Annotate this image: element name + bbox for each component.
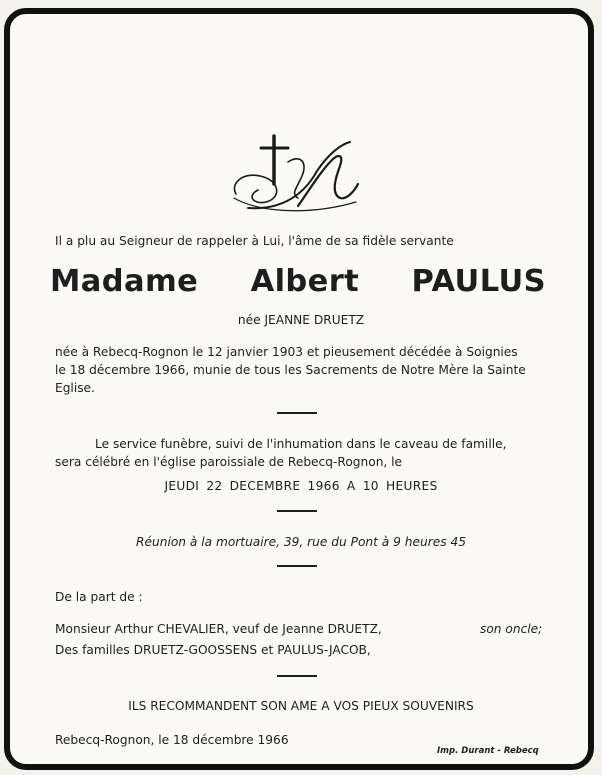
- divider: [277, 675, 317, 677]
- name-title: Madame: [50, 264, 199, 299]
- intro-text: Il a plu au Seigneur de rappeler à Lui, l'âme de sa fidèle servante: [55, 234, 454, 248]
- bio-line-1: née à Rebecq-Rognon le 12 janvier 1903 et pieusement décédée à Soignies: [55, 345, 518, 359]
- service-line-2: sera célébré en l'église paroissiale de Rebecq-Rognon, le: [55, 455, 403, 469]
- divider: [277, 510, 317, 512]
- family-line-1: Monsieur Arthur CHEVALIER, veuf de Jeanne DRUETZ,: [55, 622, 382, 636]
- service-datetime: JEUDI 22 DECEMBRE 1966 A 10 HEURES: [164, 479, 438, 493]
- bio-line-3: Eglise.: [55, 381, 95, 395]
- family-line-2: Des familles DRUETZ-GOOSSENS et PAULUS-JACOB,: [55, 643, 371, 657]
- name-last: PAULUS: [411, 264, 546, 299]
- place-date: Rebecq-Rognon, le 18 décembre 1966: [55, 733, 289, 747]
- family-relation: son oncle;: [480, 622, 543, 636]
- gathering-text: Réunion à la mortuaire, 39, rue du Pont à 9 heures 45: [136, 535, 466, 549]
- divider: [277, 412, 317, 414]
- bio-line-2: le 18 décembre 1966, munie de tous les Sacrements de Notre Mère la Sainte: [55, 363, 526, 377]
- from-label: De la part de :: [55, 590, 143, 604]
- divider: [277, 565, 317, 567]
- birth-name: née JEANNE DRUETZ: [237, 313, 365, 327]
- printer-credit: Imp. Durant - Rebecq: [437, 746, 539, 756]
- recommendation-text: ILS RECOMMANDENT SON AME A VOS PIEUX SOUVENIRS: [128, 699, 474, 713]
- deceased-name: [50, 262, 546, 302]
- service-line-1: Le service funèbre, suivi de l'inhumation dans le caveau de famille,: [95, 437, 507, 451]
- cross-monogram-icon: [228, 132, 368, 214]
- name-first: Albert: [250, 264, 360, 299]
